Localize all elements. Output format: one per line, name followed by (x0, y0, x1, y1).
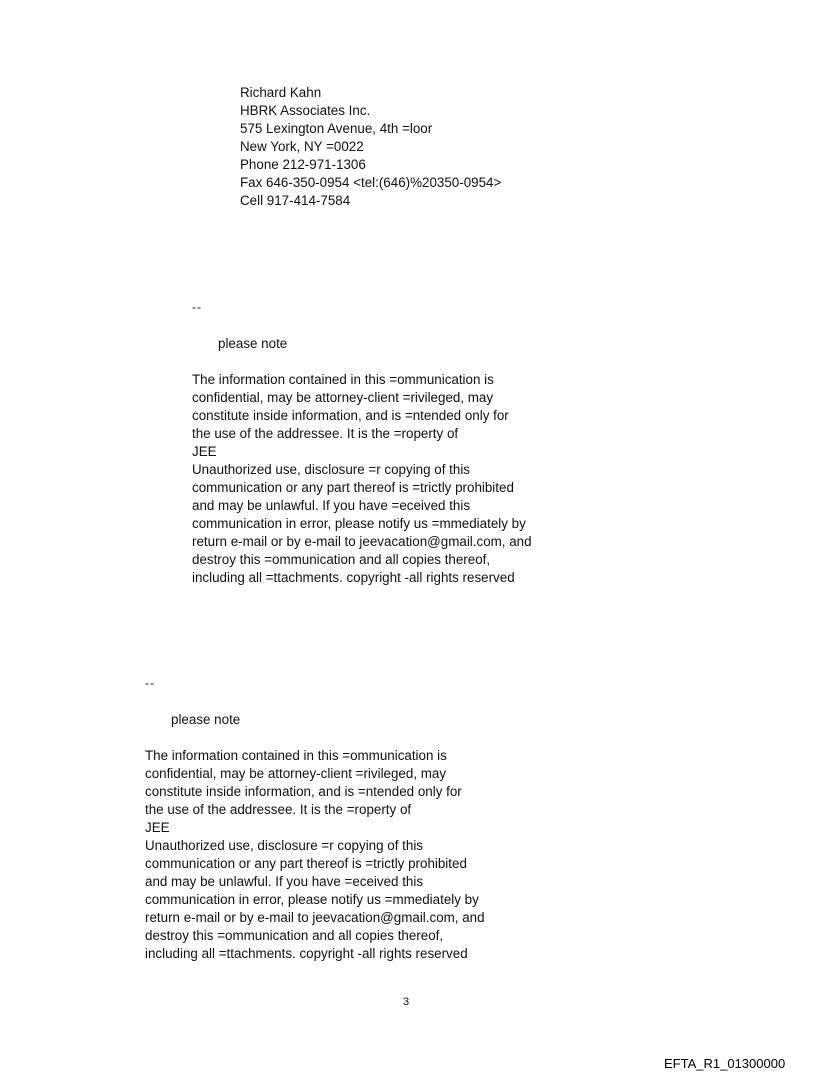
separator: -- (145, 676, 155, 690)
notice-line: constitute inside information, and is =ntended only for (192, 408, 509, 423)
signature-phone: Phone 212-971-1306 (240, 157, 366, 172)
notice-line: JEE (192, 444, 217, 459)
notice-heading: please note (171, 712, 241, 727)
bates-number: EFTA_R1_01300000 (664, 1056, 786, 1071)
signature-address: 575 Lexington Avenue, 4th =loor (240, 121, 433, 136)
signature-name: Richard Kahn (240, 85, 322, 100)
notice-line: communication in error, please notify us =mmediately by (192, 516, 526, 531)
notice-line: communication or any part thereof is =trictly prohibited (145, 856, 467, 871)
notice-line: confidential, may be attorney-client =rivileged, may (145, 766, 447, 781)
notice-line: JEE (145, 820, 170, 835)
notice-line: including all =ttachments. copyright -all rights reserved (145, 946, 468, 961)
notice-line: the use of the addressee. It is the =roperty of (192, 426, 459, 441)
notice-line: Unauthorized use, disclosure =r copying of this (145, 838, 424, 853)
notice-line: communication or any part thereof is =trictly prohibited (192, 480, 514, 495)
separator: -- (192, 300, 202, 314)
notice-line: destroy this =ommunication and all copies thereof, (145, 928, 444, 943)
page-number: 3 (403, 996, 410, 1008)
signature-cell: Cell 917-414-7584 (240, 193, 351, 208)
notice-heading: please note (218, 336, 288, 351)
notice-line: The information contained in this =ommunication is (192, 372, 494, 387)
notice-line: confidential, may be attorney-client =rivileged, may (192, 390, 494, 405)
notice-line: and may be unlawful. If you have =eceived this (145, 874, 424, 889)
notice-line: and may be unlawful. If you have =eceived this (192, 498, 471, 513)
signature-fax: Fax 646-350-0954 <tel:(646)%20350-0954> (240, 175, 502, 190)
signature-city: New York, NY =0022 (240, 139, 364, 154)
notice-line: return e-mail or by e-mail to jeevacation@gmail.com, and (145, 910, 485, 925)
notice-line: communication in error, please notify us =mmediately by (145, 892, 479, 907)
notice-line: return e-mail or by e-mail to jeevacation@gmail.com, and (192, 534, 532, 549)
notice-line: Unauthorized use, disclosure =r copying of this (192, 462, 471, 477)
notice-line: destroy this =ommunication and all copies thereof, (192, 552, 491, 567)
notice-line: the use of the addressee. It is the =roperty of (145, 802, 412, 817)
notice-line: constitute inside information, and is =ntended only for (145, 784, 462, 799)
signature-company: HBRK Associates Inc. (240, 103, 371, 118)
notice-line: The information contained in this =ommunication is (145, 748, 447, 763)
notice-line: including all =ttachments. copyright -all rights reserved (192, 570, 515, 585)
